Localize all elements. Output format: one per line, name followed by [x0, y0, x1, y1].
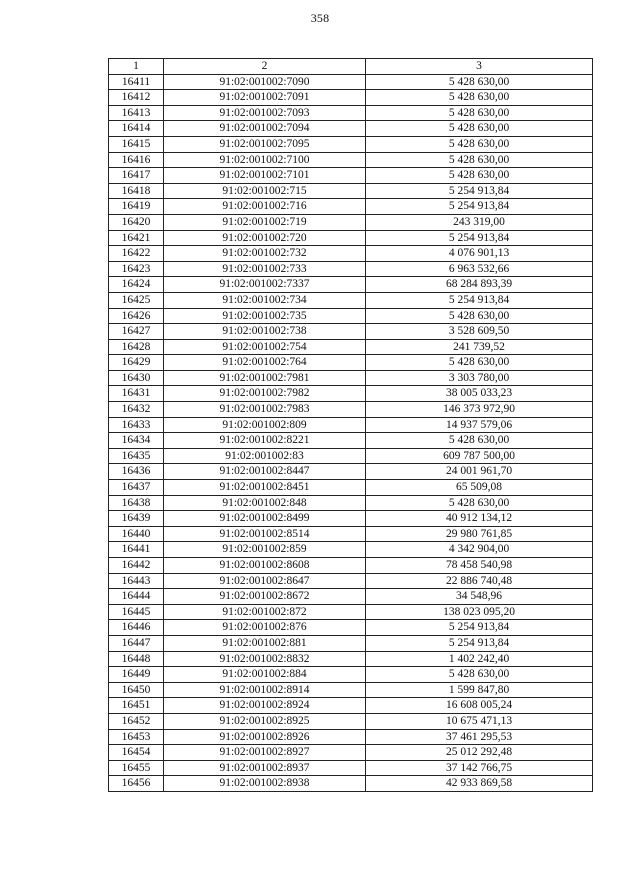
- value-cell: 16 608 005,24: [366, 698, 593, 714]
- table-row: [109, 745, 593, 761]
- cadastral-number-cell: 91:02:001002:859: [164, 542, 366, 558]
- value-cell: 1 402 242,40: [366, 651, 593, 667]
- cadastral-number-cell: 91:02:001002:7093: [164, 105, 366, 121]
- cadastral-number-cell: 91:02:001002:8924: [164, 698, 366, 714]
- cadastral-number-cell: 91:02:001002:732: [164, 246, 366, 262]
- value-cell: 5 428 630,00: [366, 308, 593, 324]
- table-row: [109, 511, 593, 527]
- value-cell: 5 428 630,00: [366, 433, 593, 449]
- value-cell: 1 599 847,80: [366, 682, 593, 698]
- cadastral-number-cell: 91:02:001002:8499: [164, 511, 366, 527]
- value-cell: 37 142 766,75: [366, 760, 593, 776]
- column-header-2: 2: [164, 59, 366, 75]
- row-number-cell: 16415: [109, 136, 164, 152]
- cadastral-number-cell: 91:02:001002:7982: [164, 386, 366, 402]
- row-number-cell: 16439: [109, 511, 164, 527]
- row-number-cell: 16426: [109, 308, 164, 324]
- row-number-cell: 16447: [109, 635, 164, 651]
- cadastral-number-cell: 91:02:001002:715: [164, 183, 366, 199]
- row-number-cell: 16428: [109, 339, 164, 355]
- value-cell: 5 428 630,00: [366, 152, 593, 168]
- value-cell: 5 428 630,00: [366, 667, 593, 683]
- cadastral-number-cell: 91:02:001002:7091: [164, 90, 366, 106]
- value-cell: 5 428 630,00: [366, 105, 593, 121]
- table-row: [109, 292, 593, 308]
- cadastral-number-cell: 91:02:001002:8447: [164, 464, 366, 480]
- table-row: [109, 402, 593, 418]
- row-number-cell: 16440: [109, 526, 164, 542]
- row-number-cell: 16424: [109, 277, 164, 293]
- cadastral-number-cell: 91:02:001002:83: [164, 448, 366, 464]
- table-row: [109, 214, 593, 230]
- value-cell: 241 739,52: [366, 339, 593, 355]
- cadastral-number-cell: 91:02:001002:876: [164, 620, 366, 636]
- table-row: [109, 308, 593, 324]
- value-cell: 146 373 972,90: [366, 402, 593, 418]
- value-cell: 5 428 630,00: [366, 74, 593, 90]
- table-row: [109, 464, 593, 480]
- table-row: [109, 152, 593, 168]
- value-cell: 5 428 630,00: [366, 136, 593, 152]
- cadastral-number-cell: 91:02:001002:8647: [164, 573, 366, 589]
- value-cell: 65 509,08: [366, 480, 593, 496]
- table-header-row: [109, 59, 593, 75]
- column-header-1: 1: [109, 59, 164, 75]
- row-number-cell: 16448: [109, 651, 164, 667]
- table-row: [109, 433, 593, 449]
- cadastral-number-cell: 91:02:001002:8937: [164, 760, 366, 776]
- cadastral-number-cell: 91:02:001002:8938: [164, 776, 366, 792]
- row-number-cell: 16416: [109, 152, 164, 168]
- value-cell: 14 937 579,06: [366, 417, 593, 433]
- value-cell: 68 284 893,39: [366, 277, 593, 293]
- value-cell: 10 675 471,13: [366, 713, 593, 729]
- row-number-cell: 16420: [109, 214, 164, 230]
- row-number-cell: 16419: [109, 199, 164, 215]
- cadastral-number-cell: 91:02:001002:738: [164, 324, 366, 340]
- row-number-cell: 16438: [109, 495, 164, 511]
- value-cell: 5 428 630,00: [366, 355, 593, 371]
- row-number-cell: 16445: [109, 604, 164, 620]
- value-cell: 5 254 913,84: [366, 199, 593, 215]
- row-number-cell: 16422: [109, 246, 164, 262]
- value-cell: 24 001 961,70: [366, 464, 593, 480]
- row-number-cell: 16449: [109, 667, 164, 683]
- row-number-cell: 16427: [109, 324, 164, 340]
- table-row: [109, 230, 593, 246]
- row-number-cell: 16421: [109, 230, 164, 246]
- cadastral-number-cell: 91:02:001002:764: [164, 355, 366, 371]
- row-number-cell: 16456: [109, 776, 164, 792]
- value-cell: 34 548,96: [366, 589, 593, 605]
- cadastral-number-cell: 91:02:001002:884: [164, 667, 366, 683]
- row-number-cell: 16432: [109, 402, 164, 418]
- table-row: [109, 136, 593, 152]
- value-cell: 5 254 913,84: [366, 183, 593, 199]
- cadastral-number-cell: 91:02:001002:809: [164, 417, 366, 433]
- cadastral-number-cell: 91:02:001002:734: [164, 292, 366, 308]
- cadastral-number-cell: 91:02:001002:848: [164, 495, 366, 511]
- row-number-cell: 16425: [109, 292, 164, 308]
- value-cell: 29 980 761,85: [366, 526, 593, 542]
- table-row: [109, 261, 593, 277]
- cadastral-number-cell: 91:02:001002:8927: [164, 745, 366, 761]
- value-cell: 5 428 630,00: [366, 168, 593, 184]
- table-row: [109, 604, 593, 620]
- row-number-cell: 16411: [109, 74, 164, 90]
- cadastral-number-cell: 91:02:001002:719: [164, 214, 366, 230]
- table-row: [109, 495, 593, 511]
- value-cell: 5 428 630,00: [366, 495, 593, 511]
- value-cell: 5 254 913,84: [366, 230, 593, 246]
- table-row: [109, 589, 593, 605]
- row-number-cell: 16446: [109, 620, 164, 636]
- cadastral-value-table: [108, 58, 593, 792]
- cadastral-number-cell: 91:02:001002:8451: [164, 480, 366, 496]
- row-number-cell: 16441: [109, 542, 164, 558]
- value-cell: 4 342 904,00: [366, 542, 593, 558]
- table-row: [109, 698, 593, 714]
- row-number-cell: 16442: [109, 558, 164, 574]
- table-row: [109, 324, 593, 340]
- table-row: [109, 713, 593, 729]
- cadastral-number-cell: 91:02:001002:716: [164, 199, 366, 215]
- table-row: [109, 105, 593, 121]
- cadastral-number-cell: 91:02:001002:7983: [164, 402, 366, 418]
- cadastral-number-cell: 91:02:001002:8914: [164, 682, 366, 698]
- value-cell: 5 254 913,84: [366, 620, 593, 636]
- table-row: [109, 74, 593, 90]
- table-body: [109, 74, 593, 791]
- table-row: [109, 448, 593, 464]
- value-cell: 5 428 630,00: [366, 121, 593, 137]
- table-row: [109, 386, 593, 402]
- value-cell: 40 912 134,12: [366, 511, 593, 527]
- table-row: [109, 573, 593, 589]
- table-row: [109, 682, 593, 698]
- value-cell: 3 528 609,50: [366, 324, 593, 340]
- cadastral-number-cell: 91:02:001002:8925: [164, 713, 366, 729]
- value-cell: 37 461 295,53: [366, 729, 593, 745]
- cadastral-number-cell: 91:02:001002:7337: [164, 277, 366, 293]
- table-row: [109, 667, 593, 683]
- table-row: [109, 90, 593, 106]
- table-row: [109, 480, 593, 496]
- value-cell: 5 428 630,00: [366, 90, 593, 106]
- row-number-cell: 16423: [109, 261, 164, 277]
- cadastral-number-cell: 91:02:001002:8926: [164, 729, 366, 745]
- table-row: [109, 760, 593, 776]
- row-number-cell: 16433: [109, 417, 164, 433]
- cadastral-number-cell: 91:02:001002:735: [164, 308, 366, 324]
- row-number-cell: 16429: [109, 355, 164, 371]
- cadastral-number-cell: 91:02:001002:7100: [164, 152, 366, 168]
- row-number-cell: 16444: [109, 589, 164, 605]
- cadastral-number-cell: 91:02:001002:8514: [164, 526, 366, 542]
- value-cell: 6 963 532,66: [366, 261, 593, 277]
- row-number-cell: 16437: [109, 480, 164, 496]
- value-cell: 78 458 540,98: [366, 558, 593, 574]
- row-number-cell: 16430: [109, 370, 164, 386]
- cadastral-number-cell: 91:02:001002:733: [164, 261, 366, 277]
- row-number-cell: 16431: [109, 386, 164, 402]
- cadastral-number-cell: 91:02:001002:754: [164, 339, 366, 355]
- row-number-cell: 16450: [109, 682, 164, 698]
- table-row: [109, 121, 593, 137]
- cadastral-number-cell: 91:02:001002:7981: [164, 370, 366, 386]
- table-row: [109, 183, 593, 199]
- table-row: [109, 729, 593, 745]
- row-number-cell: 16418: [109, 183, 164, 199]
- table-row: [109, 339, 593, 355]
- value-cell: 22 886 740,48: [366, 573, 593, 589]
- table-row: [109, 277, 593, 293]
- cadastral-number-cell: 91:02:001002:881: [164, 635, 366, 651]
- table-row: [109, 246, 593, 262]
- row-number-cell: 16413: [109, 105, 164, 121]
- value-cell: 243 319,00: [366, 214, 593, 230]
- cadastral-number-cell: 91:02:001002:8608: [164, 558, 366, 574]
- cadastral-number-cell: 91:02:001002:7095: [164, 136, 366, 152]
- cadastral-number-cell: 91:02:001002:7101: [164, 168, 366, 184]
- table-row: [109, 651, 593, 667]
- table-row: [109, 635, 593, 651]
- row-number-cell: 16454: [109, 745, 164, 761]
- row-number-cell: 16443: [109, 573, 164, 589]
- table-row: [109, 370, 593, 386]
- table-row: [109, 558, 593, 574]
- value-cell: 38 005 033,23: [366, 386, 593, 402]
- row-number-cell: 16412: [109, 90, 164, 106]
- cadastral-number-cell: 91:02:001002:872: [164, 604, 366, 620]
- row-number-cell: 16452: [109, 713, 164, 729]
- row-number-cell: 16417: [109, 168, 164, 184]
- value-cell: 4 076 901,13: [366, 246, 593, 262]
- value-cell: 5 254 913,84: [366, 635, 593, 651]
- table-row: [109, 417, 593, 433]
- row-number-cell: 16414: [109, 121, 164, 137]
- value-cell: 3 303 780,00: [366, 370, 593, 386]
- cadastral-number-cell: 91:02:001002:8672: [164, 589, 366, 605]
- row-number-cell: 16435: [109, 448, 164, 464]
- cadastral-number-cell: 91:02:001002:7090: [164, 74, 366, 90]
- value-cell: 25 012 292,48: [366, 745, 593, 761]
- row-number-cell: 16455: [109, 760, 164, 776]
- value-cell: 609 787 500,00: [366, 448, 593, 464]
- table-row: [109, 168, 593, 184]
- table-row: [109, 776, 593, 792]
- row-number-cell: 16451: [109, 698, 164, 714]
- cadastral-number-cell: 91:02:001002:720: [164, 230, 366, 246]
- cadastral-number-cell: 91:02:001002:7094: [164, 121, 366, 137]
- cadastral-number-cell: 91:02:001002:8832: [164, 651, 366, 667]
- table-row: [109, 620, 593, 636]
- table-row: [109, 355, 593, 371]
- value-cell: 138 023 095,20: [366, 604, 593, 620]
- row-number-cell: 16434: [109, 433, 164, 449]
- value-cell: 42 933 869,58: [366, 776, 593, 792]
- table-row: [109, 199, 593, 215]
- table-row: [109, 526, 593, 542]
- table-row: [109, 542, 593, 558]
- cadastral-number-cell: 91:02:001002:8221: [164, 433, 366, 449]
- page-number: 358: [310, 11, 330, 25]
- row-number-cell: 16453: [109, 729, 164, 745]
- column-header-3: 3: [366, 59, 593, 75]
- row-number-cell: 16436: [109, 464, 164, 480]
- value-cell: 5 254 913,84: [366, 292, 593, 308]
